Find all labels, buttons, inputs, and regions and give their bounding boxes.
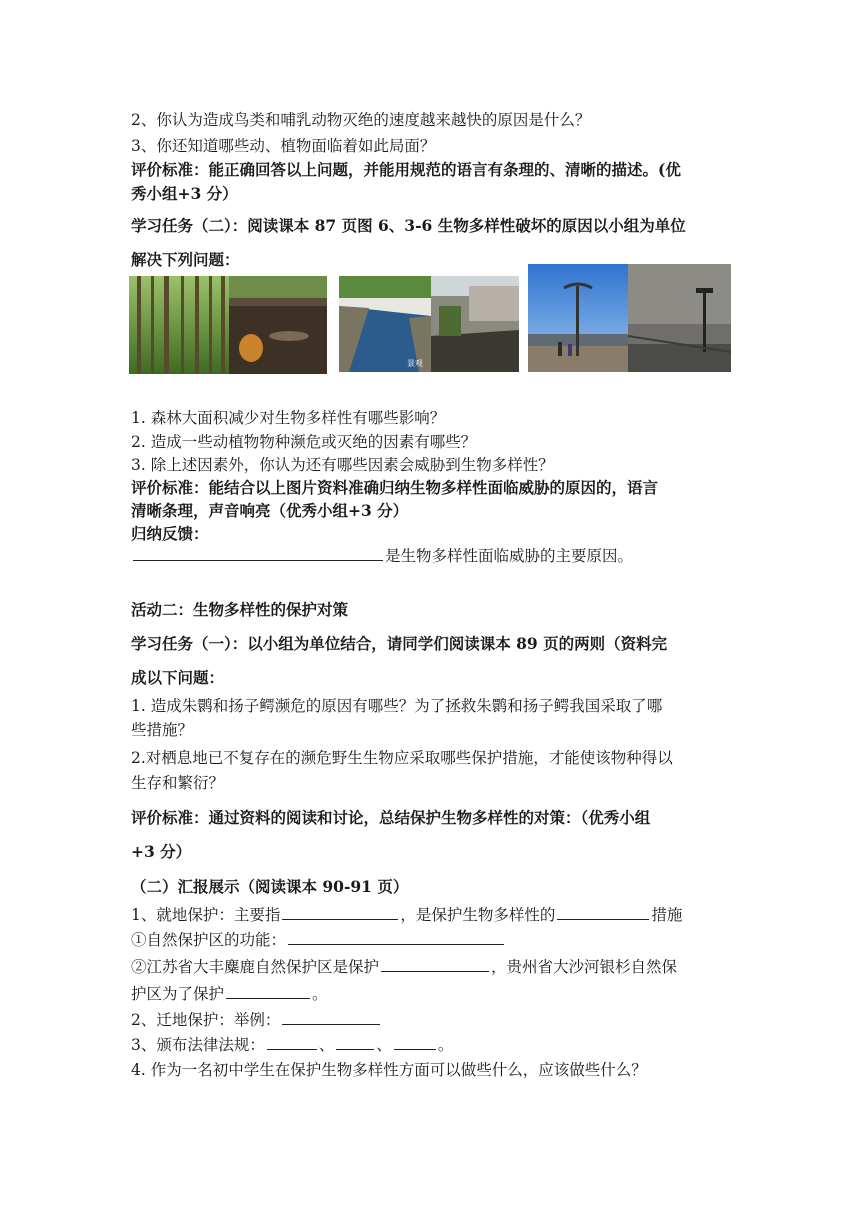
report-title: （二）汇报展示（阅读课本 90-91 页） xyxy=(131,877,409,896)
report-line-1 xyxy=(131,903,682,925)
in-situ-label: 1、就地保护：主要指 xyxy=(131,906,281,924)
ex-situ-label: 2、迁地保护：举例： xyxy=(131,1011,281,1029)
activity-2-q1b: 些措施？ xyxy=(131,721,194,739)
air-pollution-comparison-photo xyxy=(528,264,731,372)
activity-2-task-a: 学习任务（一）：以小组为单位结合，请同学们阅读课本 89 页的两则（资料完 xyxy=(131,634,668,653)
question-forest: 1. 森林大面积减少对生物多样性有哪些影响？ xyxy=(131,409,446,427)
question-other-factors: 3. 除上述因素外，你认为还有哪些因素会威胁到生物多样性？ xyxy=(131,456,554,474)
summary-label: 归纳反馈： xyxy=(131,524,209,543)
law-sep-2: 、 xyxy=(376,1036,392,1054)
law-sep-1: 、 xyxy=(318,1036,335,1054)
reserve-function-blank[interactable] xyxy=(288,930,504,945)
in-situ-blank-2[interactable] xyxy=(557,905,649,920)
law-blank-2[interactable] xyxy=(336,1035,374,1050)
law-label: 3、颁布法律法规： xyxy=(131,1036,265,1054)
dafeng-label: ②江苏省大丰麋鹿自然保护区是保护 xyxy=(131,958,380,976)
report-line-2 xyxy=(131,928,506,950)
summary-tail: 是生物多样性面临威胁的主要原因。 xyxy=(385,547,634,565)
task-2-heading-b: 解决下列问题： xyxy=(131,250,240,269)
report-line-6 xyxy=(131,1033,453,1055)
forest-comparison-photo xyxy=(129,276,327,374)
activity-2-task-b: 成以下问题： xyxy=(131,668,225,687)
activity-2-title: 活动二：生物多样性的保护对策 xyxy=(131,600,349,619)
task-2-heading-a: 学习任务（二）：阅读课本 87 页图 6、3-6 生物多样性破坏的原因以小组为单位 xyxy=(131,216,686,235)
report-line-7: 4. 作为一名初中学生在保护生物多样性方面可以做些什么，应该做些什么？ xyxy=(131,1061,647,1079)
law-blank-1[interactable] xyxy=(267,1035,317,1050)
activity-2-q2b: 生存和繁衍？ xyxy=(131,774,225,792)
evaluation-criteria-1b: 秀小组+3 分） xyxy=(131,184,238,203)
dashahe-end: 。 xyxy=(312,985,328,1003)
evaluation-criteria-2b: 清晰条理，声音响亮（优秀小组+3 分） xyxy=(131,501,409,520)
activity-2-criteria-b: +3 分） xyxy=(131,842,192,861)
report-line-4 xyxy=(131,982,328,1004)
in-situ-tail: 措施 xyxy=(651,906,683,924)
question-endangered-factors: 2. 造成一些动植物物种濒危或灭绝的因素有哪些？ xyxy=(131,433,477,451)
reserve-function-label: ①自然保护区的功能： xyxy=(131,931,287,949)
activity-2-q1a: 1. 造成朱鹮和扬子鳄濒危的原因有哪些？为了拯救朱鹮和扬子鳄我国采取了哪 xyxy=(131,697,663,715)
law-blank-3[interactable] xyxy=(394,1035,436,1050)
dafeng-blank[interactable] xyxy=(381,957,489,972)
summary-line xyxy=(131,544,633,566)
evaluation-criteria-2a: 评价标准：能结合以上图片资料准确归纳生物多样性面临威胁的原因的，语言 xyxy=(131,478,659,497)
report-line-5 xyxy=(131,1008,382,1030)
activity-2-q2a: 2.对栖息地已不复存在的濒危野生生物应采取哪些保护措施，才能使该物种得以 xyxy=(131,749,673,767)
dashahe-label: ，贵州省大沙河银杉自然保 xyxy=(491,958,678,976)
activity-2-criteria-a: 评价标准：通过资料的阅读和讨论，总结保护生物多样性的对策：（优秀小组 xyxy=(131,808,651,827)
report-line-3 xyxy=(131,955,677,977)
polluted-river-photo xyxy=(339,276,519,372)
dashahe-protect-label: 护区为了保护 xyxy=(131,985,225,1003)
evaluation-criteria-1a: 评价标准：能正确回答以上问题，并能用规范的语言有条理的、清晰的描述。(优 xyxy=(131,160,681,179)
question-2: 2、你认为造成鸟类和哺乳动物灭绝的速度越来越快的原因是什么？ xyxy=(131,111,591,129)
summary-blank[interactable] xyxy=(133,546,383,561)
law-end: 。 xyxy=(437,1036,454,1054)
river-watermark: 景观 xyxy=(407,359,423,368)
ex-situ-blank[interactable] xyxy=(282,1010,380,1025)
dashahe-blank[interactable] xyxy=(226,984,310,999)
in-situ-mid: ，是保护生物多样性的 xyxy=(400,906,556,924)
in-situ-blank-1[interactable] xyxy=(282,905,398,920)
question-3: 3、你还知道哪些动、植物面临着如此局面？ xyxy=(131,137,436,155)
